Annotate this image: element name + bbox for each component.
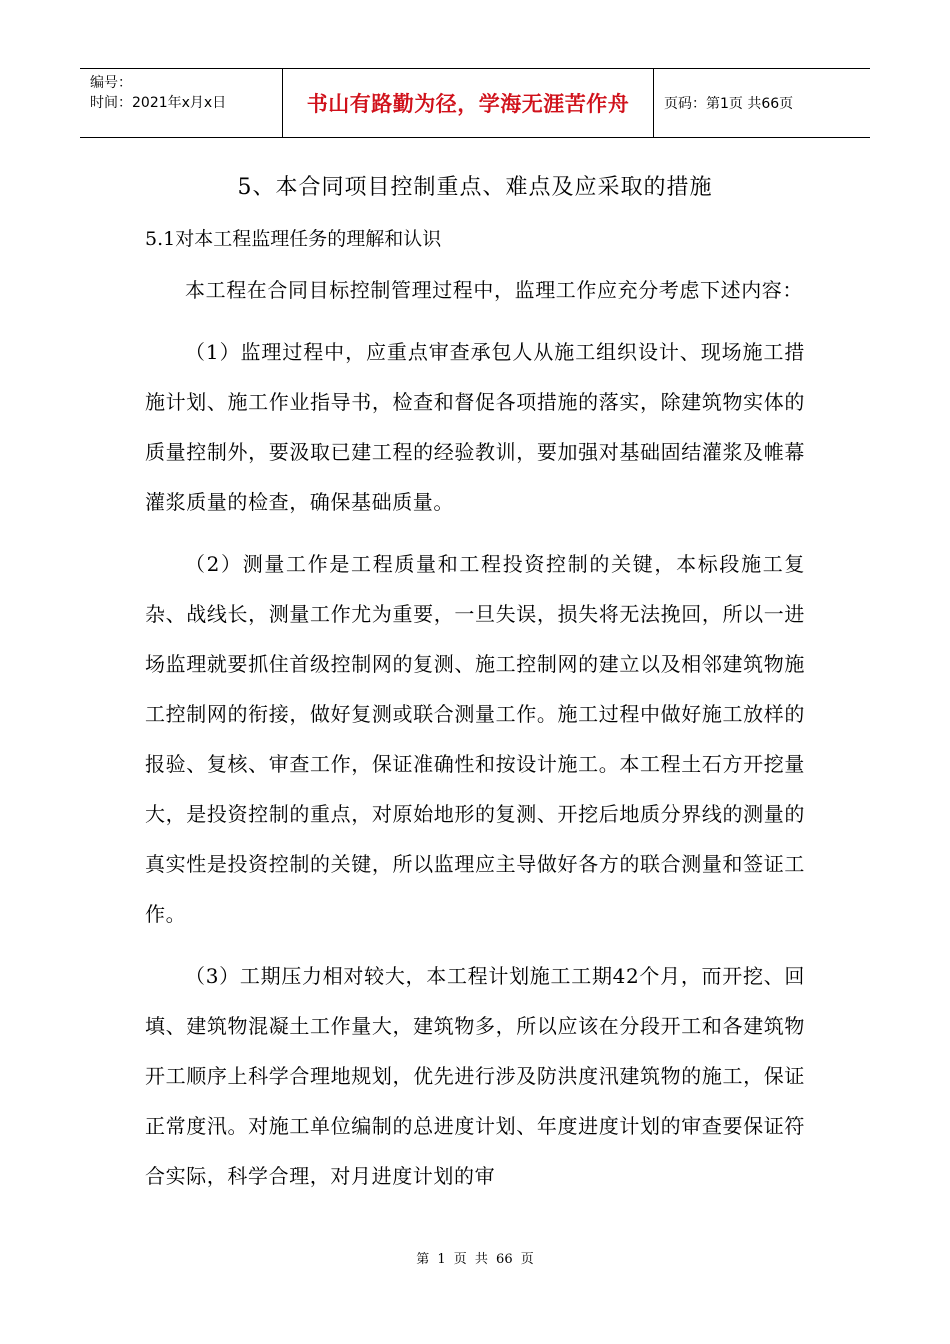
document-date: 时间：2021年x月x日 [90,95,227,111]
document-title: 5、本合同项目控制重点、难点及应采取的措施 [237,175,713,200]
paragraph-3: （3）工期压力相对较大，本工程计划施工工期42个月，而开挖、回填、建筑物混凝土工作量大，建筑物多，所以应该在分段开工和各建筑物开工顺序上科学合理地规划，优先进行涉及防洪度汛建筑物的施工，保证正常度汛。对施工单位编制的总进度计划、年度进度计划的审查要保证符合实际，科学合理，对月进度计划的审 [145,964,805,1188]
paragraph-1: （1）监理过程中，应重点审查承包人从施工组织设计、现场施工措施计划、施工作业指导书，检查和督促各项措施的落实，除建筑物实体的质量控制外，要汲取已建工程的经验教训，要加强对基础固结灌浆及帷幕灌浆质量的检查，确保基础质量。 [145,340,805,514]
header-motto-cell [282,69,654,137]
page-footer: 第 1 页 共 66 页 [416,1252,534,1267]
page-info: 页码：第1页 共66页 [664,96,794,112]
section-heading: 5.1对本工程监理任务的理解和认识 [145,228,442,250]
header-meta [80,69,282,137]
document-body [145,265,805,1213]
header-page-info-cell [654,69,870,137]
paragraph-intro: 本工程在合同目标控制管理过程中，监理工作应充分考虑下述内容： [185,278,803,302]
paragraph-2: （2）测量工作是工程质量和工程投资控制的关键，本标段施工复杂、战线长，测量工作尤为重要，一旦失误，损失将无法挽回，所以一进场监理就要抓住首级控制网的复测、施工控制网的建立以及相邻建筑物施工控制网的衔接，做好复测或联合测量工作。施工过程中做好施工放样的报验、复核、审查工作，保证准确性和按设计施工。本工程土石方开挖量大，是投资控制的重点，对原始地形的复测、开挖后地质分界线的测量的真实性是投资控制的关键，所以监理应主导做好各方的联合测量和签证工作。 [145,552,805,926]
motto: 书山有路勤为径，学海无涯苦作舟 [306,92,630,116]
document-number-label: 编号： [90,75,132,91]
header-table [80,68,870,138]
